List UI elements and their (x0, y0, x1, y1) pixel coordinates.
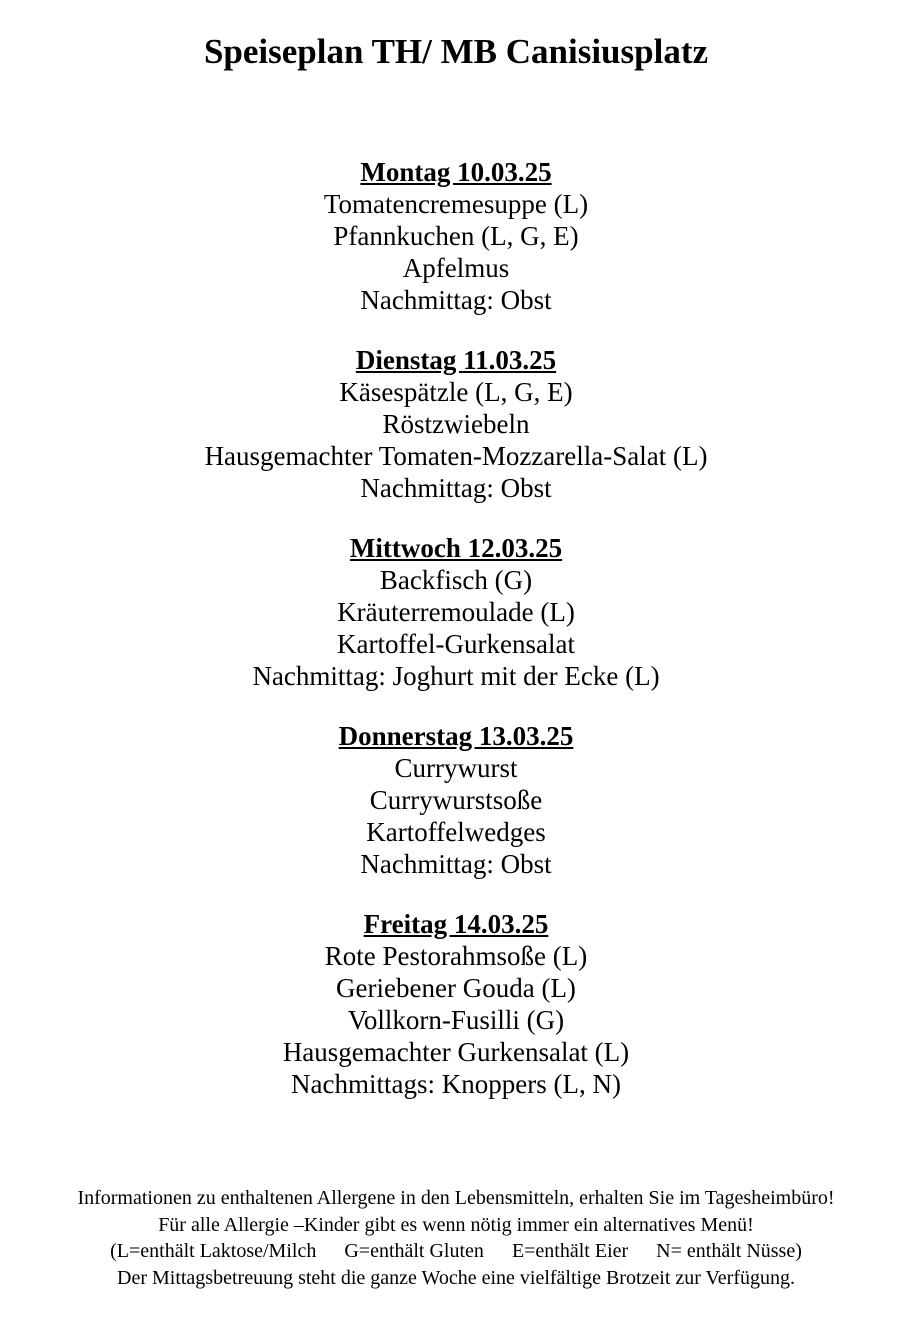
menu-item: Kartoffelwedges (366, 817, 546, 847)
legend-nuts: N= enthält Nüsse) (656, 1240, 802, 1262)
menu-item: Hausgemachter Gurkensalat (L) (282, 1037, 630, 1067)
allergen-legend (0, 1238, 912, 1265)
weekly-menu (0, 156, 912, 1128)
day-monday (0, 156, 912, 316)
menu-item: Nachmittag: Obst (360, 849, 552, 879)
menu-item: Currywurstsoße (369, 785, 543, 815)
menu-item: Hausgemachter Tomaten-Mozzarella-Salat (L) (204, 441, 708, 471)
day-heading: Dienstag 11.03.25 (355, 345, 557, 375)
brotzeit-note: Der Mittagsbetreuung steht die ganze Woche eine vielfältige Brotzeit zur Verfügung. (117, 1266, 795, 1289)
menu-item: Nachmittags: Knoppers (L, N) (291, 1069, 621, 1099)
legend-gluten: G=enthält Gluten (344, 1240, 484, 1262)
allergy-alternative-text: Für alle Allergie –Kinder gibt es wenn nötig immer ein alternatives Menü! (158, 1213, 754, 1236)
day-heading: Mittwoch 12.03.25 (349, 533, 563, 563)
legend-eggs: E=enthält Eier (511, 1240, 629, 1262)
menu-item: Käsespätzle (L, G, E) (339, 377, 573, 407)
page-title: Speiseplan TH/ MB Canisiusplatz (203, 32, 709, 71)
day-heading: Montag 10.03.25 (360, 157, 552, 187)
day-wednesday (0, 532, 912, 692)
menu-item: Geriebener Gouda (L) (336, 973, 576, 1003)
legend-lactose: (L=enthält Laktose/Milch (110, 1240, 317, 1262)
menu-item: Currywurst (394, 753, 518, 783)
menu-item: Kartoffel-Gurkensalat (337, 629, 575, 659)
menu-item: Rote Pestorahmsoße (L) (324, 941, 588, 971)
day-friday (0, 908, 912, 1100)
menu-item: Apfelmus (402, 253, 510, 283)
day-tuesday (0, 344, 912, 504)
menu-item: Vollkorn-Fusilli (G) (347, 1005, 565, 1035)
menu-item: Tomatencremesuppe (L) (323, 189, 589, 219)
menu-item: Nachmittag: Obst (360, 285, 552, 315)
menu-item: Nachmittag: Obst (360, 473, 552, 503)
day-thursday (0, 720, 912, 880)
allergen-footer (0, 1185, 912, 1291)
menu-item: Röstzwiebeln (382, 409, 530, 439)
menu-item: Pfannkuchen (L, G, E) (333, 221, 579, 251)
menu-item: Nachmittag: Joghurt mit der Ecke (L) (252, 661, 660, 691)
menu-item: Backfisch (G) (379, 565, 533, 595)
menu-item: Kräuterremoulade (L) (337, 597, 575, 627)
day-heading: Donnerstag 13.03.25 (338, 721, 574, 751)
day-heading: Freitag 14.03.25 (363, 909, 549, 939)
allergen-info-text: Informationen zu enthaltenen Allergene in den Lebensmitteln, erhalten Sie im Tagesheimbüro! (77, 1187, 835, 1209)
